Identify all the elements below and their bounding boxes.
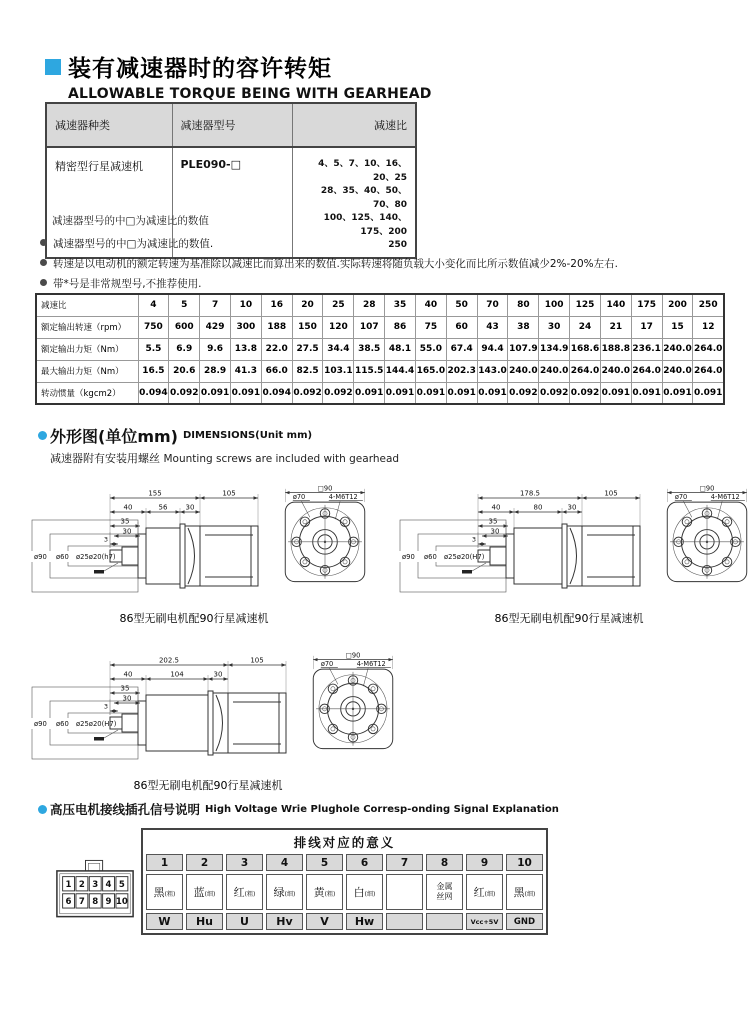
- bullet-icon: [40, 279, 47, 286]
- spec-value-cell: 240.0: [508, 360, 539, 382]
- spec-value-cell: 134.9: [539, 338, 570, 360]
- spec-value-cell: 24: [570, 316, 601, 338]
- blue-square-icon: [45, 59, 61, 75]
- spec-value-cell: 38: [508, 316, 539, 338]
- spec-value-cell: 5: [169, 294, 200, 316]
- spec-row-header: 最大输出力矩（Nm）: [36, 360, 138, 382]
- signal-section-header: [38, 800, 559, 818]
- spec-row: [36, 360, 724, 382]
- signal-table-title-row: [146, 833, 543, 851]
- spec-value-cell: 0.092: [539, 382, 570, 404]
- dimension-label: 30: [122, 694, 132, 703]
- bolt-hole: [340, 517, 349, 526]
- dimension-label: 30: [567, 503, 577, 512]
- spec-value-cell: 16.5: [138, 360, 169, 382]
- spec-value-cell: 188: [261, 316, 292, 338]
- drawing-caption: 86型无刷电机配90行星减速机: [494, 612, 644, 625]
- flange-view-svg: [272, 478, 378, 600]
- dimensions-title-cn: 外形图(单位mm): [50, 427, 178, 446]
- spec-value-cell: 67.4: [446, 338, 477, 360]
- bolt-hole: [328, 724, 337, 733]
- spec-value-cell: 150: [292, 316, 323, 338]
- spec-value-cell: 200: [662, 294, 693, 316]
- pin-number-cell: 2: [186, 854, 223, 871]
- bolt-hole: [682, 557, 691, 566]
- bolt-hole: [300, 517, 309, 526]
- dimension-label: 202.5: [158, 656, 180, 665]
- spec-value-cell: 0.091: [385, 382, 416, 404]
- spec-value-cell: 17: [631, 316, 662, 338]
- spec-row-header: 额定输出转速（rpm）: [36, 316, 138, 338]
- note-line: [40, 256, 730, 271]
- spec-value-cell: 0.092: [323, 382, 354, 404]
- spec-value-cell: 240.0: [539, 360, 570, 382]
- spec-value-cell: 80: [508, 294, 539, 316]
- dimension-label: 105: [222, 489, 236, 498]
- spec-value-cell: 15: [662, 316, 693, 338]
- spec-value-cell: 21: [600, 316, 631, 338]
- spec-value-cell: 25: [323, 294, 354, 316]
- signal-name-cell: Hv: [266, 913, 303, 930]
- spec-value-cell: 35: [385, 294, 416, 316]
- spec-value-cell: 41.3: [230, 360, 261, 382]
- spec-value-cell: 236.1: [631, 338, 662, 360]
- adapter-plate: [208, 691, 213, 755]
- spec-value-cell: 100: [539, 294, 570, 316]
- drawing-pair: [10, 645, 406, 773]
- note-text: 减速器型号的中□为减速比的数值.: [53, 238, 214, 250]
- spec-value-cell: 20.6: [169, 360, 200, 382]
- flange-view-svg: [654, 478, 750, 600]
- spec-value-cell: 9.6: [200, 338, 231, 360]
- connector-svg: [55, 858, 135, 920]
- wire-color-cell: 绿(细): [266, 874, 303, 910]
- connector-pin-number: 10: [115, 897, 128, 908]
- note-text: 带*号是非常规型号,不推荐使用.: [53, 278, 202, 290]
- drawing-pair: [378, 478, 750, 606]
- spec-row: [36, 338, 724, 360]
- dimension-label: 104: [170, 670, 184, 679]
- spec-value-cell: 0.091: [631, 382, 662, 404]
- spec-value-cell: 750: [138, 316, 169, 338]
- drawings-row-1: [10, 478, 748, 626]
- diameter-label: ø25ø20(h7): [76, 553, 116, 561]
- drawing-caption: 86型无刷电机配90行星减速机: [119, 612, 269, 625]
- side-view-svg: [378, 478, 654, 606]
- spec-value-cell: 70: [477, 294, 508, 316]
- dimensions-note-cn: 减速器附有安装用螺丝: [50, 452, 160, 465]
- spec-value-cell: 0.094: [138, 382, 169, 404]
- page-title-en: ALLOWABLE TORQUE BEING WITH GEARHEAD: [68, 86, 432, 102]
- drawing-pair: [10, 478, 378, 606]
- spec-value-cell: 0.091: [200, 382, 231, 404]
- side-view-svg: [10, 645, 300, 773]
- spec-value-cell: 240.0: [662, 360, 693, 382]
- connector-pin-number: 9: [105, 897, 112, 908]
- spec-value-cell: 0.092: [169, 382, 200, 404]
- spec-value-cell: 264.0: [693, 360, 724, 382]
- bolt-circle-label: ø70: [674, 493, 688, 502]
- wire-color-cell: [386, 874, 423, 910]
- screws-label: 4-M6T12: [710, 493, 740, 502]
- spec-value-cell: 7: [200, 294, 231, 316]
- spec-value-cell: 0.092: [508, 382, 539, 404]
- adapter-bell: [567, 526, 582, 586]
- spec-value-cell: 0.091: [662, 382, 693, 404]
- pin-number-cell: 8: [426, 854, 463, 871]
- bullet-icon: [40, 239, 47, 246]
- pin-number-cell: 10: [506, 854, 543, 871]
- bolt-hole: [328, 684, 337, 693]
- spec-value-cell: 40: [415, 294, 446, 316]
- wire-color-cell: 金属 丝网: [426, 874, 463, 910]
- wire-color-cell: 红(细): [466, 874, 503, 910]
- dimension-label: 3: [103, 535, 108, 544]
- signal-name-cell: GND: [506, 913, 543, 930]
- signal-table-title: 排线对应的意义: [293, 835, 396, 850]
- pin-number-cell: 1: [146, 854, 183, 871]
- dimension-label: 155: [148, 489, 162, 498]
- signal-name-row: [146, 913, 543, 930]
- dimension-label: 56: [158, 503, 168, 512]
- spec-value-cell: 107: [354, 316, 385, 338]
- connector-pin-number: 3: [92, 880, 99, 891]
- spec-value-cell: 13.8: [230, 338, 261, 360]
- spec-value-cell: 0.091: [230, 382, 261, 404]
- signal-name-cell: W: [146, 913, 183, 930]
- side-view-svg: [10, 478, 272, 606]
- ratio-line: 4、5、7、10、16、20、25: [318, 159, 407, 183]
- note-text: 转速是以电动机的额定转速为基准除以减速比而算出来的数值.实际转速将随负载大小变化而比所示数值减少2%-20%左右.: [53, 258, 618, 270]
- col-header-type: 减速器种类: [46, 103, 172, 147]
- spec-row: [36, 316, 724, 338]
- dimension-label: 178.5: [519, 489, 541, 498]
- bolt-hole: [368, 684, 377, 693]
- spec-row-header: 减速比: [36, 294, 138, 316]
- spec-value-cell: 264.0: [570, 360, 601, 382]
- spec-value-cell: 55.0: [415, 338, 446, 360]
- gearhead-body: [146, 528, 180, 584]
- dimensions-section-header: [38, 424, 399, 466]
- dimension-label: 35: [120, 517, 130, 526]
- wire-color-cell: 蓝(细): [186, 874, 223, 910]
- gearhead-body: [146, 695, 208, 751]
- connector-pin-number: 2: [78, 880, 85, 891]
- note-line: [40, 276, 730, 291]
- signal-name-cell: Hw: [346, 913, 383, 930]
- spec-row-header: 转动惯量（kgcm2）: [36, 382, 138, 404]
- spec-value-cell: 4: [138, 294, 169, 316]
- connector-pin-number: 7: [78, 897, 85, 908]
- spec-table: [35, 293, 725, 405]
- spec-value-cell: 5.5: [138, 338, 169, 360]
- bolt-hole: [368, 724, 377, 733]
- dimension-label: 30: [213, 670, 223, 679]
- bolt-hole: [722, 557, 731, 566]
- spec-value-cell: 0.091: [693, 382, 724, 404]
- adapter-bell: [185, 526, 200, 586]
- spec-row-header: 额定输出力矩（Nm）: [36, 338, 138, 360]
- wire-color-cell: 黄(粗): [306, 874, 343, 910]
- col-header-model: 减速器型号: [172, 103, 292, 147]
- flange-view-svg: [300, 645, 406, 767]
- spec-value-cell: 30: [539, 316, 570, 338]
- signal-name-cell: Vcc+5V: [466, 913, 503, 930]
- bolt-hole: [722, 517, 731, 526]
- dimension-drawing: [10, 645, 406, 793]
- spec-value-cell: 0.092: [292, 382, 323, 404]
- ratio-line: 250: [388, 240, 407, 250]
- diameter-label: ø60: [424, 553, 437, 561]
- spec-row: [36, 294, 724, 316]
- dimensions-note-en: Mounting screws are included with gearhead: [163, 453, 400, 465]
- pin-number-cell: 3: [226, 854, 263, 871]
- bolt-hole: [340, 557, 349, 566]
- spec-value-cell: 125: [570, 294, 601, 316]
- wire-color-cell: 白(细): [346, 874, 383, 910]
- spec-value-cell: 0.092: [570, 382, 601, 404]
- wire-color-cell: 黑(细): [506, 874, 543, 910]
- spec-value-cell: 82.5: [292, 360, 323, 382]
- adapter-bell: [213, 693, 228, 753]
- dimension-label: 80: [533, 503, 543, 512]
- diameter-label: ø25ø20(H7): [76, 720, 117, 728]
- diameter-label: ø60: [56, 720, 69, 728]
- diameter-label: ø90: [34, 720, 47, 728]
- dimension-label: 35: [120, 684, 130, 693]
- drawing-caption: 86型无刷电机配90行星减速机: [133, 779, 283, 792]
- diameter-label: ø60: [56, 553, 69, 561]
- spec-value-cell: 188.8: [600, 338, 631, 360]
- spec-value-cell: 0.091: [600, 382, 631, 404]
- dimensions-title-en: DIMENSIONS(Unit mm): [182, 430, 313, 441]
- spec-value-cell: 0.094: [261, 382, 292, 404]
- table-header-row: [46, 103, 416, 147]
- screws-label: 4-M6T12: [356, 660, 386, 669]
- bolt-circle-label: ø70: [320, 660, 334, 669]
- col-header-ratio: 减速比: [292, 103, 416, 147]
- dimension-label: 3: [471, 535, 476, 544]
- connector-plug-drawing: [55, 858, 135, 924]
- bolt-hole: [300, 557, 309, 566]
- spec-value-cell: 429: [200, 316, 231, 338]
- spec-value-cell: 16: [261, 294, 292, 316]
- keyway-mark: [462, 570, 472, 574]
- wire-color-cell: 黑(粗): [146, 874, 183, 910]
- adapter-plate: [562, 524, 567, 588]
- ratio-line: 28、35、40、50、70、80: [320, 186, 407, 210]
- dimension-label: □90: [345, 651, 361, 660]
- spec-value-cell: 20: [292, 294, 323, 316]
- dimension-label: 30: [185, 503, 195, 512]
- signal-name-cell: U: [226, 913, 263, 930]
- ratio-line: 100、125、140、175、200: [323, 213, 407, 237]
- bolt-hole: [682, 517, 691, 526]
- spec-value-cell: 75: [415, 316, 446, 338]
- note-line: [40, 236, 730, 251]
- spec-value-cell: 34.4: [323, 338, 354, 360]
- dimension-label: 105: [250, 656, 264, 665]
- spec-value-cell: 94.4: [477, 338, 508, 360]
- bullet-dot-icon: [38, 805, 47, 814]
- spec-value-cell: 103.1: [323, 360, 354, 382]
- dimension-label: 105: [604, 489, 618, 498]
- spec-value-cell: 50: [446, 294, 477, 316]
- signal-name-cell: [426, 913, 463, 930]
- signal-name-cell: Hu: [186, 913, 223, 930]
- dimension-label: □90: [699, 484, 715, 493]
- page-header: [45, 50, 432, 102]
- diameter-label: ø25ø20(H7): [444, 553, 485, 561]
- pin-number-cell: 9: [466, 854, 503, 871]
- diameter-label: ø90: [34, 553, 47, 561]
- signal-name-cell: [386, 913, 423, 930]
- spec-value-cell: 107.9: [508, 338, 539, 360]
- spec-value-cell: 0.091: [446, 382, 477, 404]
- spec-value-cell: 240.0: [662, 338, 693, 360]
- spec-value-cell: 28.9: [200, 360, 231, 382]
- signal-title-cn: 高压电机接线插孔信号说明: [50, 802, 201, 817]
- signal-title-en: High Voltage Wrie Plughole Corresp-onding Signal Explanation: [205, 803, 559, 815]
- pin-number-cell: 4: [266, 854, 303, 871]
- adapter-plate: [180, 524, 185, 588]
- gearhead-body: [514, 528, 562, 584]
- dimension-label: 35: [488, 517, 498, 526]
- spec-value-cell: 0.091: [354, 382, 385, 404]
- pin-number-cell: 7: [386, 854, 423, 871]
- keyway-mark: [94, 570, 104, 574]
- signal-name-cell: V: [306, 913, 343, 930]
- spec-value-cell: 144.4: [385, 360, 416, 382]
- gearhead-flange: [138, 701, 146, 745]
- connector-pin-number: 1: [65, 880, 72, 891]
- spec-value-cell: 202.3: [446, 360, 477, 382]
- bullet-dot-icon: [38, 431, 47, 440]
- gearhead-type-cell: 精密型行星减速机: [46, 147, 172, 258]
- spec-value-cell: 600: [169, 316, 200, 338]
- spec-value-cell: 175: [631, 294, 662, 316]
- spec-value-cell: 120: [323, 316, 354, 338]
- spec-value-cell: 264.0: [631, 360, 662, 382]
- dimension-drawing: [378, 478, 750, 626]
- connector-pin-number: 5: [118, 880, 125, 891]
- spec-value-cell: 165.0: [415, 360, 446, 382]
- spec-value-cell: 12: [693, 316, 724, 338]
- spec-value-cell: 140: [600, 294, 631, 316]
- spec-value-cell: 66.0: [261, 360, 292, 382]
- keyway-mark: [94, 737, 104, 741]
- dimension-label: 30: [122, 527, 132, 536]
- spec-value-cell: 0.091: [477, 382, 508, 404]
- gearhead-flange: [506, 534, 514, 578]
- bullet-icon: [40, 259, 47, 266]
- pin-number-cell: 5: [306, 854, 343, 871]
- pin-number-row: [146, 854, 543, 871]
- gearhead-model-cell: PLE090-□: [172, 147, 292, 258]
- spec-value-cell: 300: [230, 316, 261, 338]
- dimension-label: 40: [123, 503, 133, 512]
- spec-value-cell: 264.0: [693, 338, 724, 360]
- notes-list: [40, 236, 730, 296]
- spec-value-cell: 0.091: [415, 382, 446, 404]
- pin-number-cell: 6: [346, 854, 383, 871]
- connector-pin-number: 6: [65, 897, 72, 908]
- connector-pin-number: 8: [92, 897, 99, 908]
- wire-color-row: [146, 874, 543, 910]
- table-footnote: 减速器型号的中□为减速比的数值: [52, 215, 209, 227]
- spec-value-cell: 22.0: [261, 338, 292, 360]
- connector-pin-number: 4: [105, 880, 112, 891]
- dimension-label: □90: [317, 484, 333, 493]
- page-title-cn: 装有减速器时的容许转矩: [68, 56, 332, 82]
- spec-value-cell: 28: [354, 294, 385, 316]
- spec-value-cell: 250: [693, 294, 724, 316]
- spec-value-cell: 27.5: [292, 338, 323, 360]
- dimension-label: 40: [491, 503, 501, 512]
- spec-row: [36, 382, 724, 404]
- dimension-drawing: [10, 478, 378, 626]
- dimension-label: 30: [490, 527, 500, 536]
- diameter-label: ø90: [402, 553, 415, 561]
- spec-value-cell: 86: [385, 316, 416, 338]
- gearhead-flange: [138, 534, 146, 578]
- signal-table: [141, 828, 548, 935]
- spec-value-cell: 168.6: [570, 338, 601, 360]
- spec-value-cell: 10: [230, 294, 261, 316]
- screws-label: 4-M6T12: [328, 493, 358, 502]
- spec-value-cell: 43: [477, 316, 508, 338]
- spec-value-cell: 115.5: [354, 360, 385, 382]
- bolt-circle-label: ø70: [292, 493, 306, 502]
- spec-value-cell: 143.0: [477, 360, 508, 382]
- spec-value-cell: 38.5: [354, 338, 385, 360]
- spec-value-cell: 240.0: [600, 360, 631, 382]
- spec-value-cell: 60: [446, 316, 477, 338]
- spec-value-cell: 6.9: [169, 338, 200, 360]
- drawings-row-2: [10, 645, 480, 793]
- wire-color-cell: 红(粗): [226, 874, 263, 910]
- spec-value-cell: 48.1: [385, 338, 416, 360]
- signal-body: [55, 828, 548, 935]
- dimension-label: 40: [123, 670, 133, 679]
- dimension-label: 3: [103, 702, 108, 711]
